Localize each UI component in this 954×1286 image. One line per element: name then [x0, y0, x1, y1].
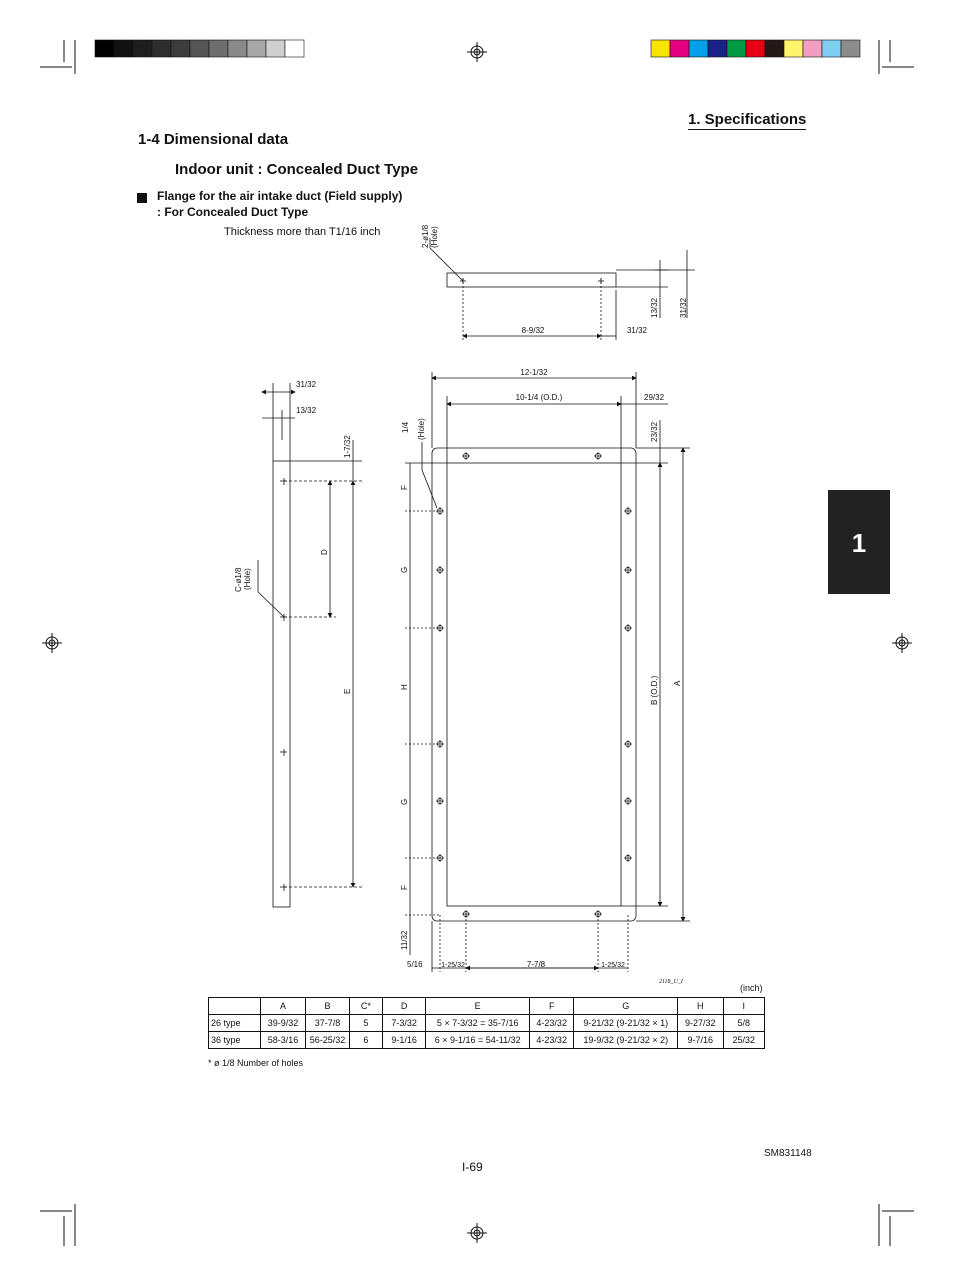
front-label-A: A [673, 680, 682, 686]
section-title: 1-4 Dimensional data [138, 131, 289, 148]
calibration-swatch [95, 40, 114, 57]
dimension-table [208, 997, 765, 1049]
side-dim-first: 1-7/32 [343, 435, 352, 458]
table-footnote: * ø 1/8 Number of holes [208, 1058, 304, 1068]
document-id: SM831148 [764, 1148, 812, 1159]
front-dim-bottom-offset: 11/32 [400, 930, 409, 950]
table-cell: 36 type [209, 1032, 261, 1049]
top-hole-label2: (Hole) [430, 226, 439, 248]
calibration-swatch [689, 40, 708, 57]
table-cell: 39-9/32 [260, 1015, 306, 1032]
calibration-swatch [708, 40, 727, 57]
calibration-swatch [727, 40, 746, 57]
table-header-cell: I [723, 998, 764, 1015]
front-dim-right-hole: 1-25/32 [601, 962, 625, 969]
table-header-cell: G [574, 998, 678, 1015]
table-cell: 19-9/32 (9-21/32 × 2) [574, 1032, 678, 1049]
table-cell: 6 × 9-1/16 = 54-11/32 [426, 1032, 530, 1049]
table-cell: 9-7/16 [677, 1032, 723, 1049]
flange-title-line2: : For Concealed Duct Type [157, 205, 309, 219]
side-view-body [273, 461, 290, 907]
table-cell: 5/8 [723, 1015, 764, 1032]
table-header-cell: F [529, 998, 574, 1015]
table-unit: (inch) [740, 983, 763, 993]
color-calibration-bar [651, 40, 860, 57]
calibration-swatch [285, 40, 304, 57]
front-hole-icons [436, 452, 632, 918]
table-cell: 9-21/32 (9-21/32 × 1) [574, 1015, 678, 1032]
table-row [209, 1015, 765, 1032]
table-cell: 26 type [209, 1015, 261, 1032]
table-header-cell [209, 998, 261, 1015]
front-view-inner [447, 463, 621, 906]
table-cell: 58-3/16 [260, 1032, 306, 1049]
table-cell: 5 × 7-3/32 = 35-7/16 [426, 1015, 530, 1032]
side-dim-top1: 31/32 [296, 380, 317, 389]
front-dim-5-16: 5/16 [407, 960, 423, 969]
side-hole-label: C-ø1/8 [234, 567, 243, 592]
front-label-F-bottom: F [400, 885, 409, 890]
side-hole-label2: (Hole) [243, 568, 252, 590]
calibration-swatch [114, 40, 133, 57]
calibration-swatch [765, 40, 784, 57]
calibration-swatch [822, 40, 841, 57]
chapter-tab-number: 1 [851, 527, 867, 558]
table-cell: 7-3/32 [382, 1015, 425, 1032]
front-hole-label: 1/4 [401, 421, 410, 433]
front-dim-right-edge: 29/32 [644, 393, 665, 402]
calibration-swatch [803, 40, 822, 57]
calibration-swatch [247, 40, 266, 57]
calibration-swatch [746, 40, 765, 57]
table-header-cell: H [677, 998, 723, 1015]
table-header-cell: A [260, 998, 306, 1015]
front-hole-label2: (Hole) [417, 418, 426, 440]
calibration-swatch [228, 40, 247, 57]
front-label-G-top: G [400, 566, 409, 573]
print-marks [40, 40, 914, 1246]
table-cell: 5 [349, 1015, 382, 1032]
top-leader [430, 248, 463, 281]
calibration-swatch [651, 40, 670, 57]
top-dim-small: 13/32 [650, 297, 659, 318]
top-hole-label: 2-ø1/8 [421, 224, 430, 248]
front-dim-center: 7-7/8 [526, 960, 546, 969]
table-cell: 25/32 [723, 1032, 764, 1049]
calibration-swatch [209, 40, 228, 57]
calibration-swatch [266, 40, 285, 57]
table-cell: 56-25/32 [306, 1032, 349, 1049]
table-header-cell: D [382, 998, 425, 1015]
table-cell: 37-7/8 [306, 1015, 349, 1032]
top-hole-right-icon [598, 278, 604, 284]
side-hole-icons [280, 478, 287, 891]
table-row [209, 1032, 765, 1049]
top-view [430, 238, 695, 340]
table-header-row [209, 998, 765, 1015]
flange-title-line1: Flange for the air intake duct (Field supply) [157, 189, 403, 203]
table-cell: 4-23/32 [529, 1032, 574, 1049]
front-label-B: B (O.D.) [650, 675, 659, 705]
table-cell: 4-23/32 [529, 1015, 574, 1032]
front-label-F-top: F [400, 485, 409, 490]
side-dim-top2: 13/32 [296, 406, 317, 415]
registration-target-left [42, 633, 62, 653]
top-dim-span: 8-9/32 [521, 326, 545, 335]
page-number: I-69 [462, 1160, 483, 1174]
top-dim-thick: 31/32 [679, 297, 688, 318]
front-label-G-bottom: G [400, 798, 409, 805]
table-header-cell: C* [349, 998, 382, 1015]
table-header-cell: B [306, 998, 349, 1015]
calibration-swatch [670, 40, 689, 57]
calibration-swatch [784, 40, 803, 57]
gray-calibration-bar [95, 40, 304, 57]
table-header-cell: E [426, 998, 530, 1015]
side-leader [258, 592, 284, 617]
front-dim-left-hole: 1-25/32 [441, 962, 465, 969]
thickness-note: Thickness more than T1/16 inch [224, 226, 381, 238]
side-view [258, 383, 362, 907]
calibration-swatch [841, 40, 860, 57]
calibration-swatch [190, 40, 209, 57]
registration-target-bottom [467, 1223, 487, 1243]
side-dim-D: D [320, 549, 329, 555]
front-view-outer [432, 448, 636, 921]
table-cell: 9-1/16 [382, 1032, 425, 1049]
calibration-swatch [171, 40, 190, 57]
top-view-body [447, 273, 616, 287]
front-dim-overall: 12-1/32 [520, 368, 548, 377]
front-leader [422, 470, 437, 508]
top-dim-edge: 31/32 [626, 326, 648, 335]
front-dim-top-offset: 23/32 [650, 421, 659, 442]
calibration-swatch [133, 40, 152, 57]
registration-target-right [892, 633, 912, 653]
chapter-title: 1. Specifications [688, 111, 807, 128]
side-dim-E: E [343, 688, 352, 694]
registration-target-top [467, 42, 487, 62]
front-label-H: H [400, 684, 409, 690]
table-cell: 9-27/32 [677, 1015, 723, 1032]
section-subtitle: Indoor unit : Concealed Duct Type [175, 161, 419, 178]
table-cell: 6 [349, 1032, 382, 1049]
front-view [405, 372, 690, 972]
calibration-swatch [152, 40, 171, 57]
front-dim-inner: 10-1/4 (O.D.) [515, 393, 563, 402]
figure-id: 2118_U_I [659, 979, 683, 985]
